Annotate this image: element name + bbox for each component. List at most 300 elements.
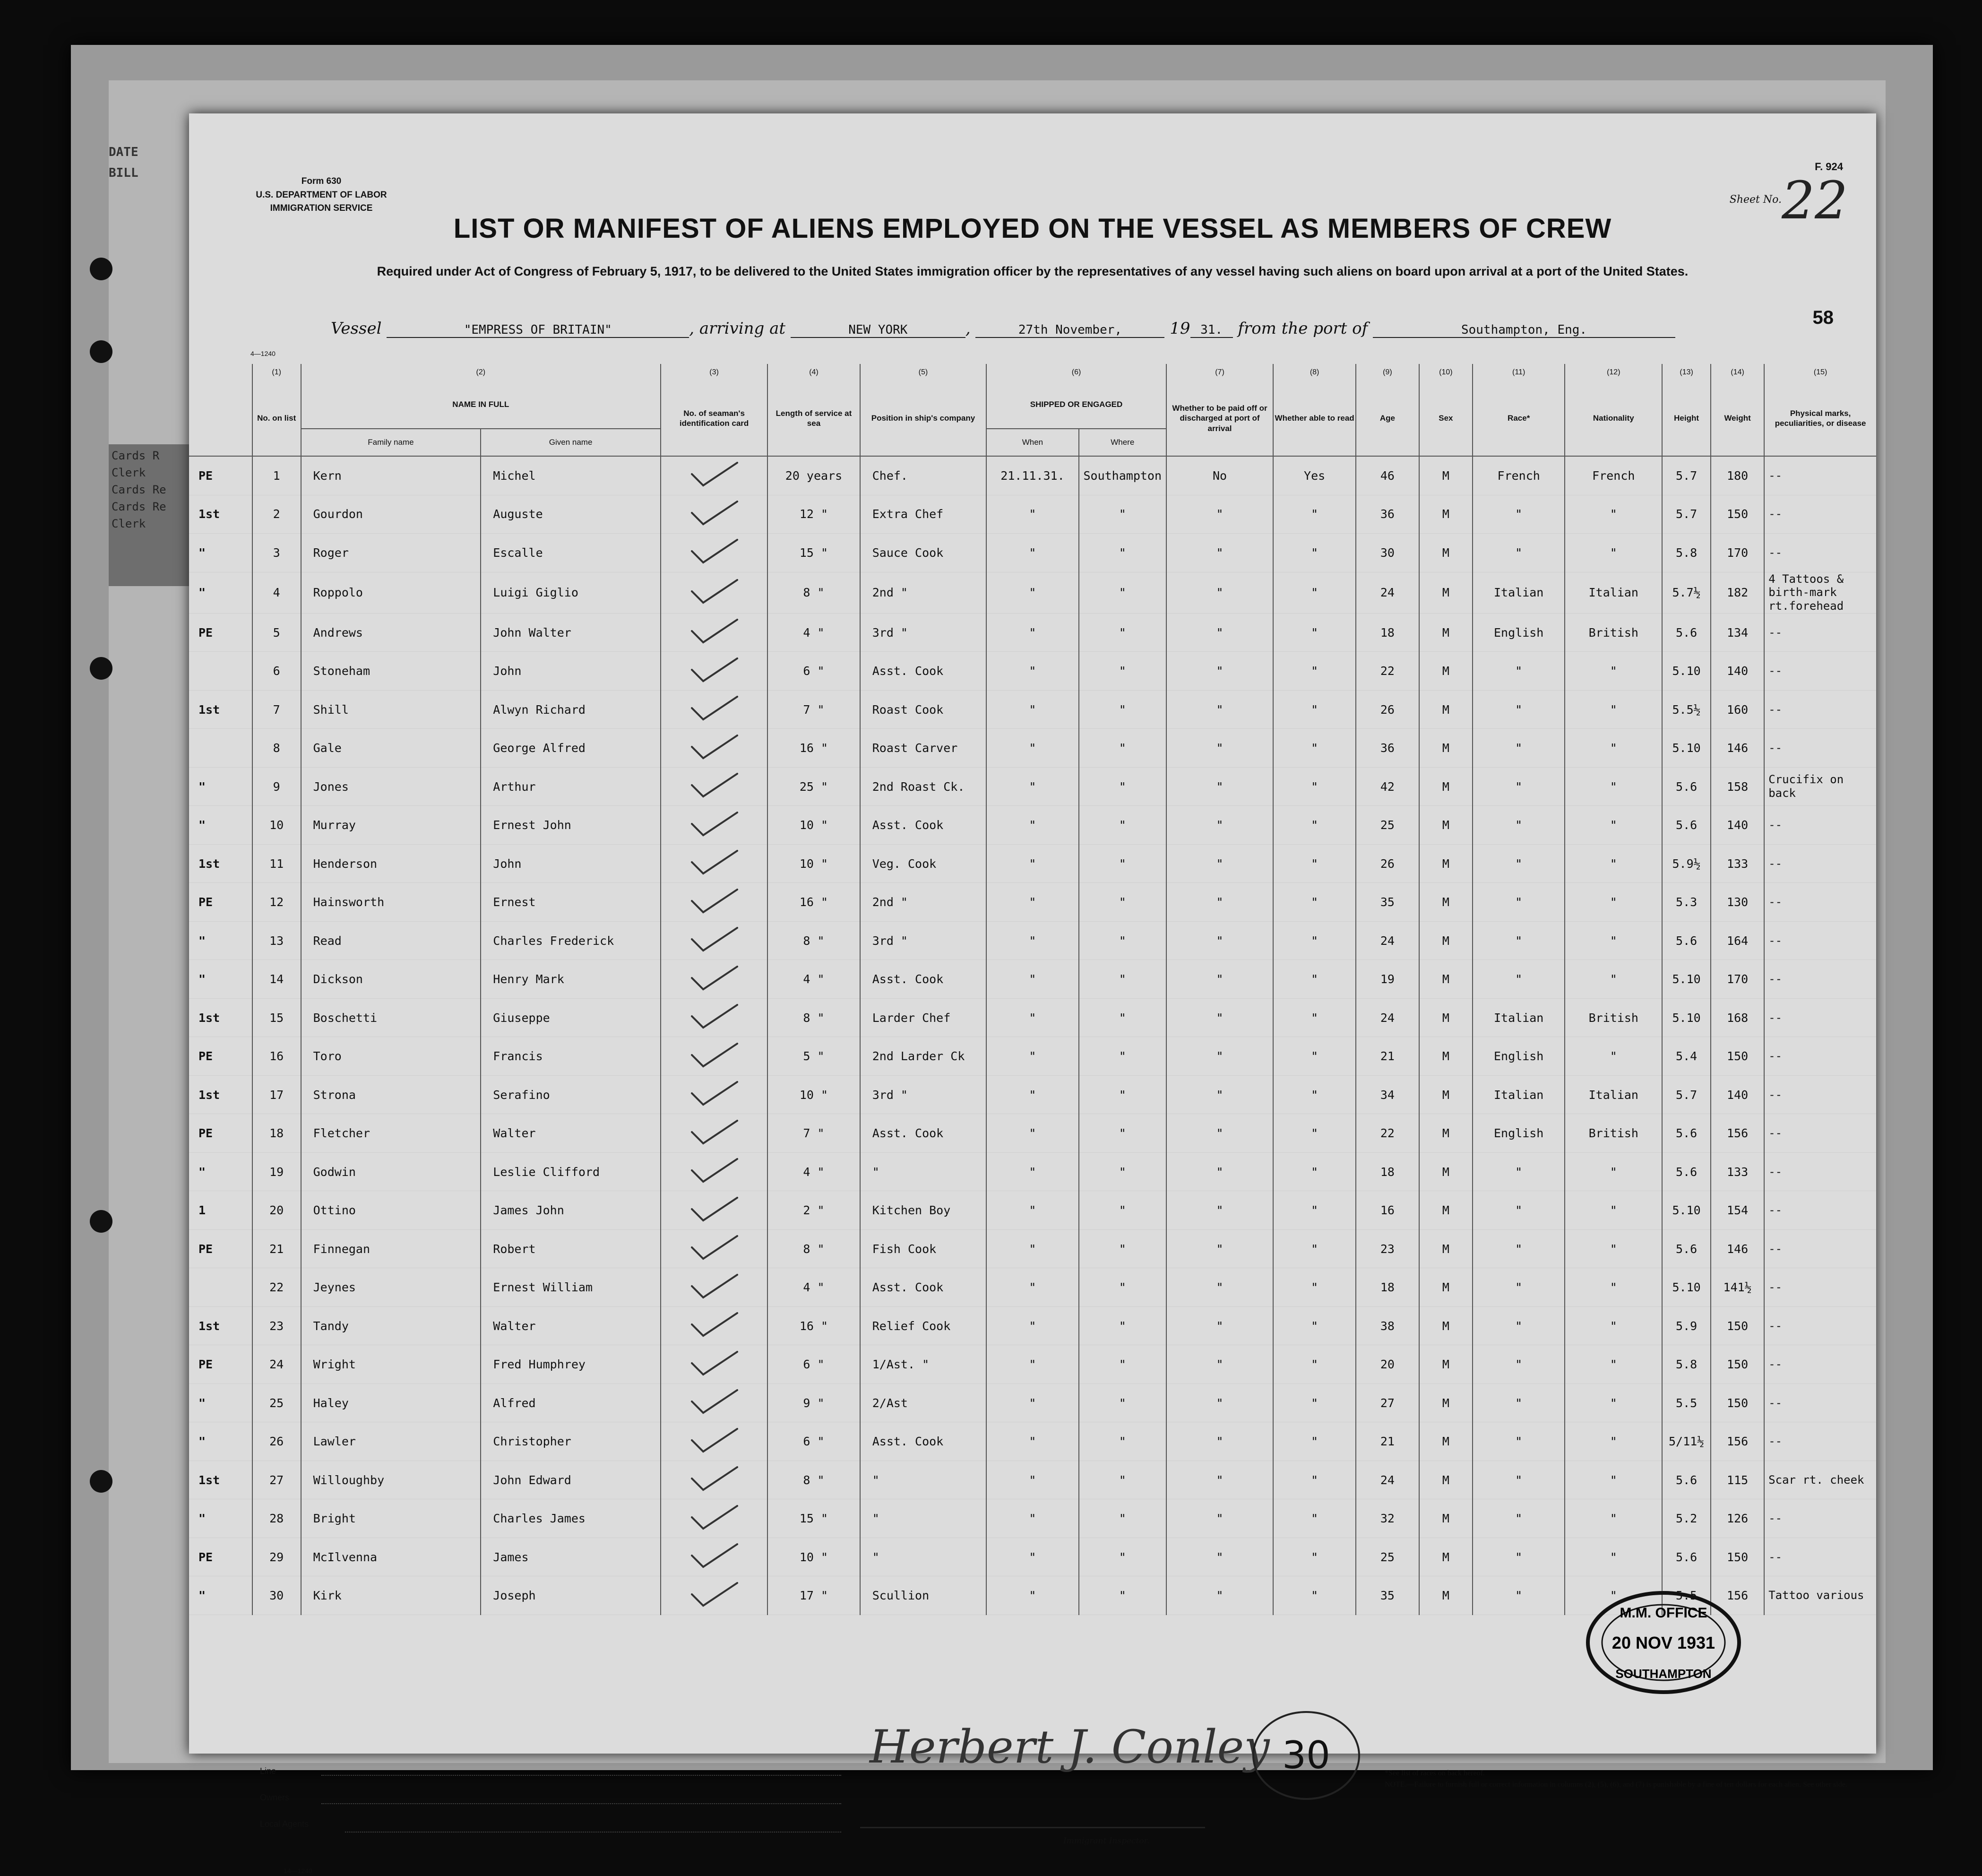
col-num: (13) <box>1662 364 1711 381</box>
row-number-cell: 8 <box>252 729 301 768</box>
weight-cell: 150 <box>1711 1538 1764 1576</box>
class-mark-cell: 1st <box>189 1075 252 1114</box>
class-mark-cell: " <box>189 572 252 613</box>
footer-line-label: Line <box>260 1766 276 1776</box>
checkmark-icon <box>688 1387 740 1416</box>
paid-off-cell: " <box>1166 1075 1273 1114</box>
family-name-cell: Fletcher <box>301 1114 481 1153</box>
checkmark-icon <box>688 1118 740 1146</box>
id-card-check-cell <box>661 534 767 572</box>
physical-marks-cell: -- <box>1764 1499 1876 1538</box>
family-name-cell: Strona <box>301 1075 481 1114</box>
row-number-cell: 14 <box>252 960 301 999</box>
inspector-signature: Herbert J. Conley <box>870 1720 1270 1773</box>
age-cell: 16 <box>1356 1191 1419 1230</box>
checkmark-icon <box>688 771 740 799</box>
paid-off-cell: " <box>1166 1191 1273 1230</box>
position-cell: Veg. Cook <box>860 844 986 883</box>
given-name-cell: Ernest John <box>481 806 661 845</box>
shipped-when-cell: " <box>986 844 1078 883</box>
header-sex: Sex <box>1419 381 1473 456</box>
shipped-when-cell: " <box>986 1191 1078 1230</box>
able-to-read-cell: " <box>1273 1306 1356 1345</box>
physical-marks-cell: -- <box>1764 1345 1876 1384</box>
race-cell: " <box>1473 1461 1565 1499</box>
family-name-cell: Stoneham <box>301 652 481 691</box>
physical-marks-cell: Scar rt. cheek <box>1764 1461 1876 1499</box>
shipped-where-cell: " <box>1079 1268 1166 1307</box>
position-cell: Asst. Cook <box>860 1422 986 1461</box>
checkmark-icon <box>688 1464 740 1493</box>
footer-owners-label: Owners <box>260 1792 290 1802</box>
row-number-cell: 1 <box>252 456 301 495</box>
shipped-when-cell: " <box>986 998 1078 1037</box>
row-number-cell: 30 <box>252 1576 301 1615</box>
height-cell: 5.7 <box>1662 495 1711 534</box>
race-cell: " <box>1473 844 1565 883</box>
able-to-read-cell: " <box>1273 1268 1356 1307</box>
paid-off-cell: " <box>1166 1152 1273 1191</box>
race-cell: English <box>1473 1114 1565 1153</box>
race-cell: " <box>1473 1152 1565 1191</box>
row-number-cell: 29 <box>252 1538 301 1576</box>
family-name-cell: Wright <box>301 1345 481 1384</box>
punch-hole <box>90 1210 112 1233</box>
given-name-cell: Michel <box>481 456 661 495</box>
header-length-service: Length of service at sea <box>767 381 860 456</box>
given-name-cell: Giuseppe <box>481 998 661 1037</box>
id-card-check-cell <box>661 844 767 883</box>
total-count: 30 <box>1252 1711 1360 1800</box>
family-name-cell: Haley <box>301 1383 481 1422</box>
shipped-where-cell: " <box>1079 1461 1166 1499</box>
header-when: When <box>986 429 1078 456</box>
height-cell: 5/11½ <box>1662 1422 1711 1461</box>
physical-marks-cell: -- <box>1764 1191 1876 1230</box>
given-name-cell: Ernest <box>481 883 661 922</box>
family-name-cell: Roger <box>301 534 481 572</box>
table-row <box>189 456 1876 495</box>
able-to-read-cell: " <box>1273 1075 1356 1114</box>
checkmark-icon <box>688 964 740 992</box>
age-cell: 35 <box>1356 883 1419 922</box>
age-cell: 24 <box>1356 921 1419 960</box>
year-prefix: 19 <box>1170 319 1190 338</box>
service-length-cell: 6 " <box>767 1422 860 1461</box>
family-name-cell: Gale <box>301 729 481 768</box>
physical-marks-cell: -- <box>1764 1037 1876 1076</box>
shipped-where-cell: " <box>1079 1114 1166 1153</box>
id-card-check-cell <box>661 1383 767 1422</box>
header-able-read: Whether able to read <box>1273 381 1356 456</box>
physical-marks-cell: -- <box>1764 1538 1876 1576</box>
checkmark-icon <box>688 617 740 645</box>
given-name-cell: Charles James <box>481 1499 661 1538</box>
id-card-check-cell <box>661 1538 767 1576</box>
checkmark-icon <box>688 1541 740 1570</box>
weight-cell: 170 <box>1711 960 1764 999</box>
id-card-check-cell <box>661 1499 767 1538</box>
family-name-cell: Henderson <box>301 844 481 883</box>
checkmark-icon <box>688 925 740 953</box>
class-mark-cell: " <box>189 921 252 960</box>
checkmark-icon <box>688 1156 740 1184</box>
year-suffix: 31. <box>1190 323 1233 338</box>
col-num: (4) <box>767 364 860 381</box>
able-to-read-cell: " <box>1273 1345 1356 1384</box>
shipped-where-cell: Southampton <box>1079 456 1166 495</box>
age-cell: 25 <box>1356 1538 1419 1576</box>
vessel-label: Vessel <box>331 319 382 338</box>
table-row <box>189 921 1876 960</box>
given-name-cell: Leslie Clifford <box>481 1152 661 1191</box>
family-name-cell: Andrews <box>301 613 481 652</box>
sex-cell: M <box>1419 652 1473 691</box>
page-title: LIST OR MANIFEST OF ALIENS EMPLOYED ON THE VESSEL AS MEMBERS OF CREW <box>453 213 1612 244</box>
shipped-where-cell: " <box>1079 613 1166 652</box>
height-cell: 5.6 <box>1662 921 1711 960</box>
able-to-read-cell: Yes <box>1273 456 1356 495</box>
weight-cell: 115 <box>1711 1461 1764 1499</box>
race-cell: " <box>1473 1576 1565 1615</box>
paid-off-cell: No <box>1166 456 1273 495</box>
stamp-office: M.M. OFFICE <box>1620 1605 1707 1621</box>
header-weight: Weight <box>1711 381 1764 456</box>
weight-cell: 182 <box>1711 572 1764 613</box>
shipped-when-cell: " <box>986 921 1078 960</box>
position-cell: Asst. Cook <box>860 652 986 691</box>
shipped-when-cell: " <box>986 767 1078 806</box>
paid-off-cell: " <box>1166 572 1273 613</box>
vessel-name: "EMPRESS OF BRITAIN" <box>387 323 689 338</box>
service-length-cell: 7 " <box>767 690 860 729</box>
id-card-check-cell <box>661 1229 767 1268</box>
height-cell: 5.6 <box>1662 1152 1711 1191</box>
sex-cell: M <box>1419 1152 1473 1191</box>
height-cell: 5.5 <box>1662 1576 1711 1615</box>
row-number-cell: 16 <box>252 1037 301 1076</box>
given-name-cell: Ernest William <box>481 1268 661 1307</box>
checkmark-icon <box>688 1079 740 1107</box>
side-cards-line: Cards Re <box>112 483 166 496</box>
paid-off-cell: " <box>1166 767 1273 806</box>
shipped-when-cell: " <box>986 534 1078 572</box>
class-mark-cell: PE <box>189 613 252 652</box>
family-name-cell: Shill <box>301 690 481 729</box>
col-num: (5) <box>860 364 986 381</box>
nationality-cell: " <box>1565 767 1662 806</box>
able-to-read-cell: " <box>1273 613 1356 652</box>
row-number-cell: 17 <box>252 1075 301 1114</box>
race-cell: Italian <box>1473 572 1565 613</box>
service-length-cell: 6 " <box>767 1345 860 1384</box>
sheet-label: Sheet No. <box>1729 194 1782 206</box>
race-cell: " <box>1473 806 1565 845</box>
small-code: 4—1240 <box>250 350 276 357</box>
family-name-cell: Godwin <box>301 1152 481 1191</box>
table-row <box>189 998 1876 1037</box>
service: IMMIGRATION SERVICE <box>270 203 373 213</box>
service-length-cell: 16 " <box>767 1306 860 1345</box>
stamp-date: 20 NOV 1931 <box>1611 1633 1715 1652</box>
service-length-cell: 6 " <box>767 652 860 691</box>
id-card-check-cell <box>661 572 767 613</box>
row-number-cell: 15 <box>252 998 301 1037</box>
checkmark-icon <box>688 733 740 761</box>
given-name-cell: Robert <box>481 1229 661 1268</box>
physical-marks-cell: -- <box>1764 613 1876 652</box>
header-position: Position in ship's company <box>860 381 986 456</box>
weight-cell: 150 <box>1711 1383 1764 1422</box>
row-number-cell: 18 <box>252 1114 301 1153</box>
sex-cell: M <box>1419 690 1473 729</box>
class-mark-cell <box>189 1268 252 1307</box>
col-num: (3) <box>661 364 767 381</box>
paid-off-cell: " <box>1166 960 1273 999</box>
checkmark-icon <box>688 1195 740 1223</box>
class-mark-cell: " <box>189 1383 252 1422</box>
able-to-read-cell: " <box>1273 806 1356 845</box>
paid-off-cell: " <box>1166 1345 1273 1384</box>
race-cell: " <box>1473 883 1565 922</box>
height-cell: 5.10 <box>1662 652 1711 691</box>
nationality-cell: British <box>1565 1114 1662 1153</box>
position-cell: 2nd " <box>860 572 986 613</box>
class-mark-cell: " <box>189 1576 252 1615</box>
col-num: (15) <box>1764 364 1876 381</box>
given-name-cell: John <box>481 844 661 883</box>
shipped-when-cell: " <box>986 1499 1078 1538</box>
service-length-cell: 12 " <box>767 495 860 534</box>
col-num: (8) <box>1273 364 1356 381</box>
paid-off-cell: " <box>1166 1037 1273 1076</box>
page-subtitle: Required under Act of Congress of February 5, 1917, to be delivered to the United States immigration officer by the representatives of any vessel having such aliens on board upon arrival at a port of the United States. <box>377 264 1689 278</box>
service-length-cell: 8 " <box>767 572 860 613</box>
sex-cell: M <box>1419 1461 1473 1499</box>
age-cell: 22 <box>1356 1114 1419 1153</box>
sex-cell: M <box>1419 806 1473 845</box>
nationality-cell: " <box>1565 1499 1662 1538</box>
given-name-cell: John Walter <box>481 613 661 652</box>
height-cell: 5.9½ <box>1662 844 1711 883</box>
id-card-check-cell <box>661 1576 767 1615</box>
given-name-cell: Escalle <box>481 534 661 572</box>
weight-cell: 134 <box>1711 613 1764 652</box>
form-info <box>250 175 392 216</box>
service-length-cell: 10 " <box>767 844 860 883</box>
position-cell: " <box>860 1461 986 1499</box>
id-card-check-cell <box>661 495 767 534</box>
class-mark-cell: " <box>189 960 252 999</box>
table-row <box>189 844 1876 883</box>
height-cell: 5.7 <box>1662 456 1711 495</box>
race-cell: French <box>1473 456 1565 495</box>
shipped-where-cell: " <box>1079 1075 1166 1114</box>
able-to-read-cell: " <box>1273 998 1356 1037</box>
service-length-cell: 8 " <box>767 921 860 960</box>
col-num: (2) <box>301 364 661 381</box>
table-row <box>189 767 1876 806</box>
class-mark-cell: PE <box>189 1037 252 1076</box>
shipped-when-cell: " <box>986 1345 1078 1384</box>
paid-off-cell: " <box>1166 806 1273 845</box>
able-to-read-cell: " <box>1273 1422 1356 1461</box>
paid-off-cell: " <box>1166 921 1273 960</box>
given-name-cell: Christopher <box>481 1422 661 1461</box>
physical-marks-cell: -- <box>1764 1114 1876 1153</box>
nationality-cell: " <box>1565 1037 1662 1076</box>
sex-cell: M <box>1419 534 1473 572</box>
able-to-read-cell: " <box>1273 495 1356 534</box>
class-mark-cell: PE <box>189 1229 252 1268</box>
height-cell: 5.6 <box>1662 767 1711 806</box>
table-row <box>189 1152 1876 1191</box>
service-length-cell: 10 " <box>767 1075 860 1114</box>
nationality-cell: " <box>1565 1422 1662 1461</box>
col-num: (10) <box>1419 364 1473 381</box>
given-name-cell: George Alfred <box>481 729 661 768</box>
shipped-when-cell: " <box>986 960 1078 999</box>
footer-code: 14—1240 <box>284 1867 312 1875</box>
sex-cell: M <box>1419 613 1473 652</box>
physical-marks-cell: -- <box>1764 1229 1876 1268</box>
column-header-row <box>189 381 1876 429</box>
race-cell: " <box>1473 652 1565 691</box>
shipped-where-cell: " <box>1079 1037 1166 1076</box>
paid-off-cell: " <box>1166 1383 1273 1422</box>
service-length-cell: 2 " <box>767 1191 860 1230</box>
able-to-read-cell: " <box>1273 960 1356 999</box>
shipped-where-cell: " <box>1079 495 1166 534</box>
age-cell: 24 <box>1356 572 1419 613</box>
family-name-cell: Bright <box>301 1499 481 1538</box>
checkmark-icon <box>688 1310 740 1339</box>
race-cell: " <box>1473 1229 1565 1268</box>
footer-owners-rule <box>321 1803 841 1804</box>
sex-cell: M <box>1419 960 1473 999</box>
id-card-check-cell <box>661 1268 767 1307</box>
row-number-cell: 27 <box>252 1461 301 1499</box>
side-cards-line: Clerk <box>112 466 146 479</box>
arrival-date: 27th November, <box>975 323 1164 338</box>
weight-cell: 140 <box>1711 1075 1764 1114</box>
race-cell: " <box>1473 921 1565 960</box>
race-cell: " <box>1473 729 1565 768</box>
weight-cell: 158 <box>1711 767 1764 806</box>
side-cards-line: Clerk <box>112 517 146 530</box>
height-cell: 5.6 <box>1662 1538 1711 1576</box>
height-cell: 5.4 <box>1662 1037 1711 1076</box>
stamp-city: SOUTHAMPTON <box>1615 1667 1712 1681</box>
race-cell: " <box>1473 1383 1565 1422</box>
service-length-cell: 8 " <box>767 1229 860 1268</box>
column-number-row <box>189 364 1876 381</box>
nationality-cell: Italian <box>1565 572 1662 613</box>
side-cards-line: Cards Re <box>112 500 166 513</box>
sex-cell: M <box>1419 1306 1473 1345</box>
row-number-cell: 20 <box>252 1191 301 1230</box>
table-row <box>189 1037 1876 1076</box>
shipped-when-cell: " <box>986 883 1078 922</box>
shipped-where-cell: " <box>1079 767 1166 806</box>
paid-off-cell: " <box>1166 690 1273 729</box>
weight-cell: 164 <box>1711 921 1764 960</box>
nationality-cell: " <box>1565 729 1662 768</box>
able-to-read-cell: " <box>1273 690 1356 729</box>
given-name-cell: Henry Mark <box>481 960 661 999</box>
race-cell: " <box>1473 1422 1565 1461</box>
nationality-cell: " <box>1565 921 1662 960</box>
inspector-label: Immigrant Inspector. <box>1063 1836 1150 1846</box>
service-length-cell: 8 " <box>767 1461 860 1499</box>
weight-cell: 133 <box>1711 1152 1764 1191</box>
from-label: from the port of <box>1238 319 1368 338</box>
physical-marks-cell: -- <box>1764 1075 1876 1114</box>
service-length-cell: 4 " <box>767 613 860 652</box>
manifest-page <box>189 113 1876 1875</box>
id-card-check-cell <box>661 1152 767 1191</box>
able-to-read-cell: " <box>1273 883 1356 922</box>
class-mark-cell: 1st <box>189 1306 252 1345</box>
sex-cell: M <box>1419 1075 1473 1114</box>
paid-off-cell: " <box>1166 1422 1273 1461</box>
able-to-read-cell: " <box>1273 1229 1356 1268</box>
row-number-cell: 24 <box>252 1345 301 1384</box>
table-row <box>189 960 1876 999</box>
shipped-where-cell: " <box>1079 1499 1166 1538</box>
checkmark-icon <box>688 887 740 915</box>
age-cell: 19 <box>1356 960 1419 999</box>
class-mark-cell: " <box>189 1499 252 1538</box>
height-cell: 5.7 <box>1662 1075 1711 1114</box>
position-cell: Relief Cook <box>860 1306 986 1345</box>
side-cards-line: Cards R <box>112 449 160 462</box>
paid-off-cell: " <box>1166 1268 1273 1307</box>
col-num: (9) <box>1356 364 1419 381</box>
row-number-cell: 23 <box>252 1306 301 1345</box>
race-cell: " <box>1473 1191 1565 1230</box>
position-cell: 1/Ast. " <box>860 1345 986 1384</box>
height-cell: 5.6 <box>1662 1461 1711 1499</box>
service-length-cell: 8 " <box>767 998 860 1037</box>
family-name-cell: Hainsworth <box>301 883 481 922</box>
shipped-when-cell: " <box>986 729 1078 768</box>
shipped-when-cell: " <box>986 1576 1078 1615</box>
row-number-cell: 7 <box>252 690 301 729</box>
shipped-when-cell: " <box>986 806 1078 845</box>
form-number-right: F. 924 <box>1815 161 1843 173</box>
height-cell: 5.10 <box>1662 998 1711 1037</box>
id-card-check-cell <box>661 883 767 922</box>
able-to-read-cell: " <box>1273 652 1356 691</box>
service-length-cell: 15 " <box>767 1499 860 1538</box>
shipped-when-cell: " <box>986 495 1078 534</box>
checkmark-icon <box>688 1272 740 1300</box>
table-row <box>189 495 1876 534</box>
service-length-cell: 16 " <box>767 729 860 768</box>
table-row <box>189 1306 1876 1345</box>
physical-marks-cell: -- <box>1764 534 1876 572</box>
header-paid-off: Whether to be paid off or discharged at port of arrival <box>1166 381 1273 456</box>
weight-cell: 133 <box>1711 844 1764 883</box>
age-cell: 23 <box>1356 1229 1419 1268</box>
col-num: (11) <box>1473 364 1565 381</box>
footer-agents-rule <box>345 1832 841 1833</box>
age-cell: 27 <box>1356 1383 1419 1422</box>
able-to-read-cell: " <box>1273 729 1356 768</box>
race-cell: " <box>1473 690 1565 729</box>
sex-cell: M <box>1419 844 1473 883</box>
